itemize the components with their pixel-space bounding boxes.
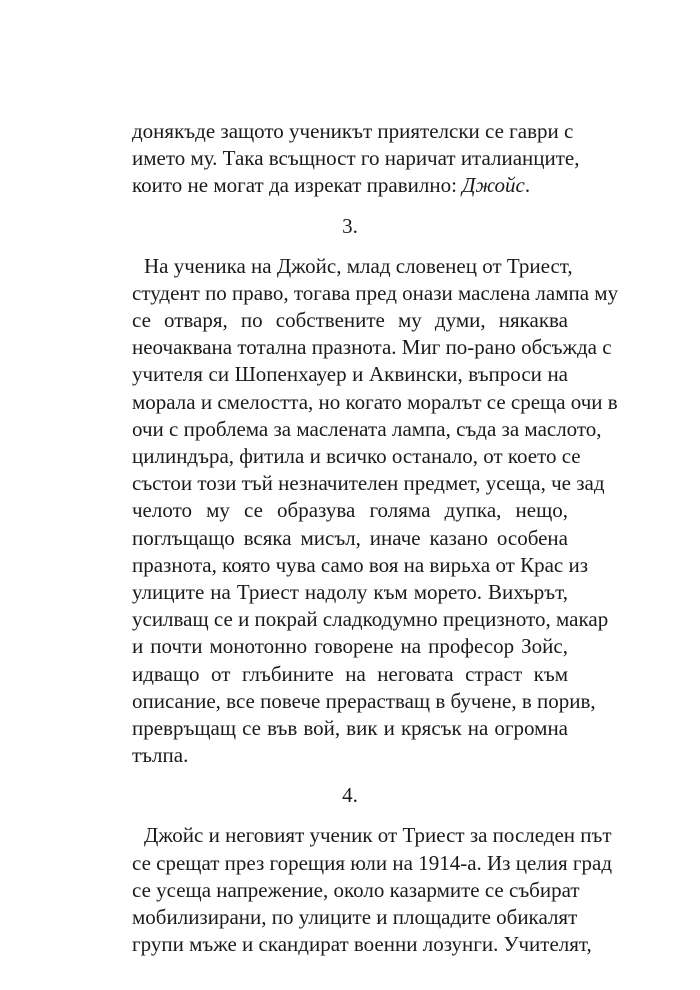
- text-line: описание, все повече прерастващ в бучене, в порив,: [132, 688, 596, 713]
- text-line: студент по право, тогава пред онази маслена лампа му: [132, 280, 619, 305]
- text-line: морала и смелостта, но когато моралът се среща очи в: [132, 389, 618, 414]
- text-line: цилиндъра, фитила и всичко останало, от което се: [132, 444, 581, 469]
- text-line: се отваря, по собствените му думи, някаква: [132, 308, 568, 333]
- text-line: Джойс и неговият ученик от Триест за последен път: [144, 823, 612, 848]
- section-number-3: 3.: [342, 213, 358, 238]
- section-4-paragraph: [132, 822, 613, 958]
- paragraph-continued: [132, 118, 580, 200]
- text-line: учителя си Шопенхауер и Аквински, въпроси на: [132, 362, 568, 387]
- text-line: идващо от глъбините на неговата страст към: [132, 661, 568, 686]
- text-line: тълпа.: [132, 743, 189, 768]
- text-line: усилващ се и покрай сладкодумно прецизното, макар: [132, 607, 609, 632]
- text-line-suffix: .: [524, 173, 531, 198]
- section-3-paragraph: [132, 253, 619, 770]
- book-page: [132, 118, 619, 958]
- text-line: групи мъже и скандират военни лозунги. Учителят,: [132, 932, 592, 957]
- text-line: улиците на Триест надолу към морето. Вихърът,: [132, 580, 568, 605]
- text-line: На ученика на Джойс, млад словенец от Триест,: [144, 253, 573, 278]
- text-line-prefix: които не могат да изрекат правилно:: [132, 173, 463, 198]
- text-line: очи с проблема за маслената лампа, съда за маслото,: [132, 416, 602, 441]
- section-number-4: 4.: [342, 783, 358, 808]
- text-line: и почти монотонно говорене на професор Зойс,: [132, 634, 568, 659]
- text-line: името му. Така всъщност го наричат италианците,: [132, 146, 580, 171]
- text-line: челото му се образува голяма дупка, нещо,: [132, 498, 568, 523]
- italic-name-joyce: Джойс: [462, 173, 525, 198]
- text-line: мобилизирани, по улиците и площадите обикалят: [132, 905, 578, 930]
- text-line: се срещат през горещия юли на 1914-а. Из целия град: [132, 850, 613, 875]
- text-line: неочаквана тотална празнота. Миг по-рано обсъжда с: [132, 335, 612, 360]
- text-line: превръщащ се във вой, вик и крясък на огромна: [132, 716, 568, 741]
- text-line: донякъде защото ученикът приятелски се гаври с: [132, 119, 574, 143]
- text-line: поглъщащо всяка мисъл, иначе казано особена: [132, 525, 568, 550]
- text-line: празнота, която чува само воя на вирьха от Крас из: [132, 552, 589, 577]
- text-line: се усеща напрежение, около казармите се събират: [132, 877, 580, 902]
- text-line: [132, 172, 568, 199]
- text-line: състои този тъй незначителен предмет, усеща, че зад: [132, 471, 605, 496]
